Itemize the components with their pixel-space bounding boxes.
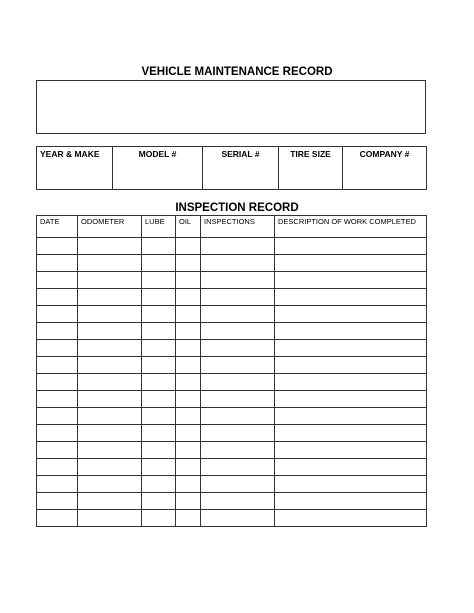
table-cell[interactable] xyxy=(142,459,176,476)
table-row xyxy=(37,493,427,510)
table-cell[interactable] xyxy=(176,306,201,323)
table-cell[interactable] xyxy=(176,357,201,374)
table-cell[interactable] xyxy=(142,391,176,408)
table-cell[interactable] xyxy=(142,442,176,459)
table-cell[interactable] xyxy=(176,391,201,408)
table-cell[interactable] xyxy=(78,306,142,323)
table-cell[interactable] xyxy=(142,408,176,425)
table-cell[interactable] xyxy=(201,374,275,391)
table-cell[interactable] xyxy=(201,357,275,374)
table-cell[interactable] xyxy=(37,255,78,272)
table-cell[interactable] xyxy=(201,476,275,493)
table-cell[interactable] xyxy=(78,442,142,459)
table-cell[interactable] xyxy=(275,391,427,408)
description-header: DESCRIPTION OF WORK COMPLETED xyxy=(275,216,427,238)
date-header: DATE xyxy=(37,216,78,238)
table-cell[interactable] xyxy=(176,510,201,527)
vehicle-info-table xyxy=(36,146,427,190)
table-cell[interactable] xyxy=(176,442,201,459)
table-cell[interactable] xyxy=(142,374,176,391)
inspection-body xyxy=(37,238,427,527)
table-cell[interactable] xyxy=(275,272,427,289)
model-cell: MODEL # xyxy=(113,147,203,190)
table-cell[interactable] xyxy=(78,408,142,425)
table-cell[interactable] xyxy=(142,289,176,306)
tire-size-cell: TIRE SIZE xyxy=(279,147,343,190)
table-cell[interactable] xyxy=(176,408,201,425)
table-cell[interactable] xyxy=(176,476,201,493)
table-cell[interactable] xyxy=(37,459,78,476)
table-cell[interactable] xyxy=(275,408,427,425)
table-row xyxy=(37,408,427,425)
vehicle-info-row xyxy=(37,147,427,190)
notes-box xyxy=(36,80,426,134)
table-cell[interactable] xyxy=(201,408,275,425)
table-row xyxy=(37,255,427,272)
table-cell[interactable] xyxy=(275,442,427,459)
table-cell[interactable] xyxy=(78,323,142,340)
table-cell[interactable] xyxy=(176,459,201,476)
inspections-header: INSPECTIONS xyxy=(201,216,275,238)
table-cell[interactable] xyxy=(37,408,78,425)
table-cell[interactable] xyxy=(78,357,142,374)
inspection-header-row xyxy=(37,216,427,238)
table-cell[interactable] xyxy=(78,425,142,442)
table-row xyxy=(37,459,427,476)
table-cell[interactable] xyxy=(78,459,142,476)
table-cell[interactable] xyxy=(275,357,427,374)
odometer-header: ODOMETER xyxy=(78,216,142,238)
table-row xyxy=(37,510,427,527)
table-cell[interactable] xyxy=(275,306,427,323)
table-cell[interactable] xyxy=(201,425,275,442)
table-cell[interactable] xyxy=(37,391,78,408)
table-cell[interactable] xyxy=(37,442,78,459)
table-cell[interactable] xyxy=(275,510,427,527)
table-row xyxy=(37,476,427,493)
table-cell[interactable] xyxy=(176,425,201,442)
table-cell[interactable] xyxy=(275,459,427,476)
table-cell[interactable] xyxy=(275,476,427,493)
table-cell[interactable] xyxy=(78,493,142,510)
table-row xyxy=(37,306,427,323)
table-cell[interactable] xyxy=(37,493,78,510)
table-cell[interactable] xyxy=(78,238,142,255)
table-cell[interactable] xyxy=(78,255,142,272)
table-row xyxy=(37,289,427,306)
table-row xyxy=(37,391,427,408)
table-cell[interactable] xyxy=(201,255,275,272)
table-cell[interactable] xyxy=(37,510,78,527)
table-row xyxy=(37,238,427,255)
table-row xyxy=(37,442,427,459)
table-cell[interactable] xyxy=(37,272,78,289)
table-cell[interactable] xyxy=(37,306,78,323)
table-cell[interactable] xyxy=(37,476,78,493)
table-row xyxy=(37,323,427,340)
table-cell[interactable] xyxy=(37,425,78,442)
table-cell[interactable] xyxy=(78,340,142,357)
table-cell[interactable] xyxy=(176,238,201,255)
table-cell[interactable] xyxy=(201,238,275,255)
table-cell[interactable] xyxy=(201,272,275,289)
table-cell[interactable] xyxy=(275,340,427,357)
table-cell[interactable] xyxy=(78,510,142,527)
table-cell[interactable] xyxy=(37,238,78,255)
oil-header: OIL xyxy=(176,216,201,238)
table-row xyxy=(37,374,427,391)
table-row xyxy=(37,272,427,289)
page-title: VEHICLE MAINTENANCE RECORD xyxy=(141,66,333,78)
table-cell[interactable] xyxy=(142,357,176,374)
table-cell[interactable] xyxy=(78,476,142,493)
table-cell[interactable] xyxy=(78,272,142,289)
table-cell[interactable] xyxy=(201,459,275,476)
table-cell[interactable] xyxy=(78,289,142,306)
table-cell[interactable] xyxy=(275,493,427,510)
table-cell[interactable] xyxy=(275,289,427,306)
table-cell[interactable] xyxy=(78,374,142,391)
inspection-title: INSPECTION RECORD xyxy=(175,202,299,214)
table-cell[interactable] xyxy=(176,323,201,340)
inspection-table xyxy=(36,215,427,527)
table-cell[interactable] xyxy=(275,425,427,442)
table-cell[interactable] xyxy=(201,510,275,527)
table-row xyxy=(37,425,427,442)
table-cell[interactable] xyxy=(142,306,176,323)
serial-cell: SERIAL # xyxy=(203,147,279,190)
table-cell[interactable] xyxy=(37,289,78,306)
table-cell[interactable] xyxy=(201,391,275,408)
table-cell[interactable] xyxy=(142,323,176,340)
lube-header: LUBE xyxy=(142,216,176,238)
table-cell[interactable] xyxy=(201,442,275,459)
table-cell[interactable] xyxy=(275,238,427,255)
table-cell[interactable] xyxy=(176,493,201,510)
table-cell[interactable] xyxy=(37,323,78,340)
year-make-cell: YEAR & MAKE xyxy=(37,147,113,190)
table-cell[interactable] xyxy=(142,510,176,527)
table-cell[interactable] xyxy=(176,289,201,306)
table-cell[interactable] xyxy=(201,340,275,357)
table-cell[interactable] xyxy=(142,255,176,272)
table-cell[interactable] xyxy=(142,272,176,289)
table-cell[interactable] xyxy=(142,493,176,510)
table-cell[interactable] xyxy=(142,476,176,493)
company-cell: COMPANY # xyxy=(343,147,427,190)
table-cell[interactable] xyxy=(201,306,275,323)
table-cell[interactable] xyxy=(275,255,427,272)
table-cell[interactable] xyxy=(201,493,275,510)
table-cell[interactable] xyxy=(201,289,275,306)
table-row xyxy=(37,357,427,374)
table-cell[interactable] xyxy=(37,357,78,374)
table-cell[interactable] xyxy=(142,238,176,255)
table-cell[interactable] xyxy=(37,340,78,357)
table-cell[interactable] xyxy=(275,374,427,391)
table-cell[interactable] xyxy=(78,391,142,408)
table-cell[interactable] xyxy=(176,374,201,391)
table-cell[interactable] xyxy=(201,323,275,340)
table-row xyxy=(37,340,427,357)
table-cell[interactable] xyxy=(142,340,176,357)
table-cell[interactable] xyxy=(142,425,176,442)
table-cell[interactable] xyxy=(37,374,78,391)
table-cell[interactable] xyxy=(176,272,201,289)
table-cell[interactable] xyxy=(176,255,201,272)
table-cell[interactable] xyxy=(275,323,427,340)
table-cell[interactable] xyxy=(176,340,201,357)
